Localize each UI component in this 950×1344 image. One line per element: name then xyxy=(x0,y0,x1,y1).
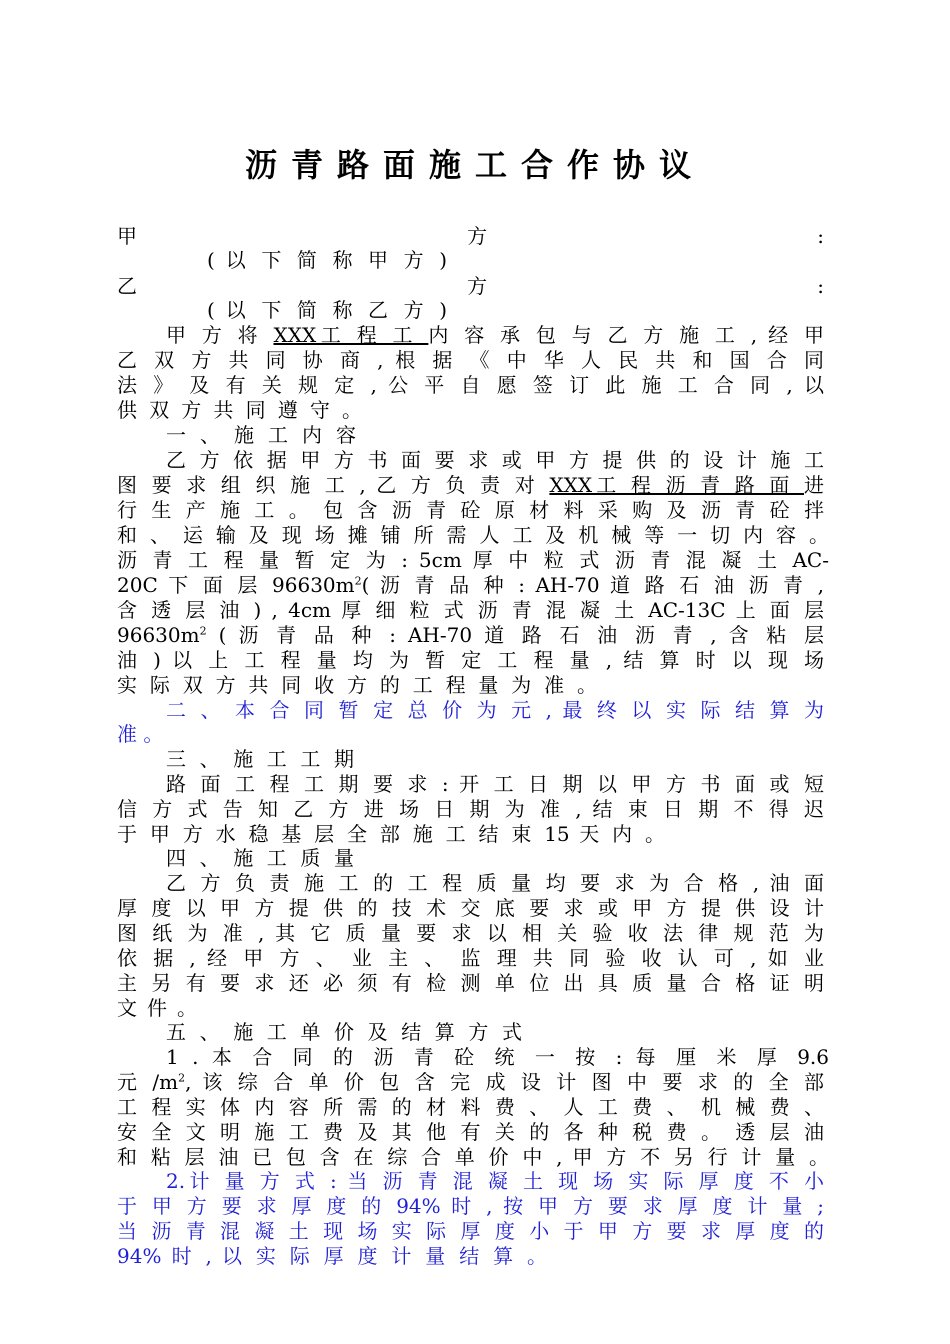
section-4-line-2: 厚 度 以 甲 方 提 供 的 技 术 交 底 要 求 或 甲 方 提 供 设 计 xyxy=(117,896,824,920)
section-1-heading: 一 、 施 工 内 容 xyxy=(166,423,356,447)
party-b-note: ( 以 下 简 称 乙 方 ) xyxy=(207,298,447,322)
text-fragment: ( 沥 青 品 种 : AH-70 道 路 石 油 沥 青 , xyxy=(361,573,824,597)
section-5-line-3: 工 程 实 体 内 容 所 需 的 材 料 费 、 人 工 费 、 机 械 费 、 xyxy=(117,1095,824,1119)
text-fragment: 图 要 求 组 织 施 工 , 乙 方 负 责 对 xyxy=(117,473,550,497)
section-3-line-2: 信 方 式 告 知 乙 方 进 场 日 期 为 准 , 结 束 日 期 不 得 迟 xyxy=(117,797,824,821)
project-scope-underlined: XXX工 程 沥 青 路 面 xyxy=(549,473,805,497)
party-a-line: 甲 方 : xyxy=(117,224,824,248)
text-fragment: 96630m xyxy=(117,623,200,647)
section-5-line-5: 和 粘 层 油 已 包 含 在 综 合 单 价 中 , 甲 方 不 另 行 计 量 。 xyxy=(117,1145,829,1169)
section-5-line-6: 2.计 量 方 式 : 当 沥 青 混 凝 土 现 场 实 际 厚 度 不 小 xyxy=(166,1169,824,1193)
section-1-line-8 xyxy=(117,623,824,647)
section-1-line-10: 实 际 双 方 共 同 收 方 的 工 程 量 为 准 。 xyxy=(117,673,597,697)
section-1-line-4: 和 、 运 输 及 现 场 摊 铺 所 需 人 工 及 机 械 等 一 切 内 容 。 xyxy=(117,523,829,547)
intro-line-3: 法 》 及 有 关 规 定 , 公 平 自 愿 签 订 此 施 工 合 同 , 以 xyxy=(117,373,824,397)
section-1-line-7: 含 透 层 油 ) , 4cm 厚 细 粒 式 沥 青 混 凝 土 AC-13C 上 面 层 xyxy=(117,598,824,622)
text-fragment: 进 xyxy=(804,473,825,497)
section-1-line-5: 沥 青 工 程 量 暂 定 为 : 5cm 厚 中 粒 式 沥 青 混 凝 土 AC- xyxy=(117,548,829,572)
intro-line-4: 供 双 方 共 同 遵 守 。 xyxy=(117,398,362,422)
section-4-heading: 四 、 施 工 质 量 xyxy=(166,846,354,870)
text-fragment: 元 /m xyxy=(117,1070,179,1094)
section-1-line-6 xyxy=(117,573,824,597)
section-5-line-2 xyxy=(117,1070,824,1094)
section-3-line-3: 于 甲 方 水 稳 基 层 全 部 施 工 结 束 15 天 内 。 xyxy=(117,822,665,846)
text-fragment: , 该 综 合 单 价 包 含 完 成 设 计 图 中 要 求 的 全 部 xyxy=(185,1070,825,1094)
section-3-heading: 三 、 施 工 工 期 xyxy=(166,747,354,771)
section-2-line-1: 二 、 本 合 同 暂 定 总 价 为 元 , 最 终 以 实 际 结 算 为 xyxy=(166,698,824,722)
project-name-underlined: XXX工 程 工 xyxy=(273,323,429,347)
party-b-line: 乙 方 : xyxy=(117,274,824,298)
section-5-line-4: 安 全 文 明 施 工 费 及 其 他 有 关 的 各 种 税 费 。 透 层 油 xyxy=(117,1120,824,1144)
intro-line-2: 乙 双 方 共 同 协 商 , 根 据 《 中 华 人 民 共 和 国 合 同 xyxy=(117,348,824,372)
text-fragment: 内 容 承 包 与 乙 方 施 工 , 经 甲 xyxy=(428,323,824,347)
superscript: 2 xyxy=(199,624,207,638)
section-2-line-2: 准 。 xyxy=(117,722,164,746)
section-1-line-9: 油 ) 以 上 工 程 量 均 为 暂 定 工 程 量 , 结 算 时 以 现 场 xyxy=(117,648,824,672)
document-title: 沥青路面施工合作协议 xyxy=(244,146,705,184)
section-5-heading: 五 、 施 工 单 价 及 结 算 方 式 xyxy=(166,1020,522,1044)
text-fragment: 甲 方 将 xyxy=(166,323,274,347)
text-fragment: ( 沥 青 品 种 : AH-70 道 路 石 油 沥 青 , 含 粘 层 xyxy=(206,623,824,647)
section-3-line-1: 路 面 工 程 工 期 要 求 : 开 工 日 期 以 甲 方 书 面 或 短 xyxy=(166,772,824,796)
section-5-line-1: 1 . 本 合 同 的 沥 青 砼 统 一 按 : 每 厘 米 厚 9.6 xyxy=(166,1045,829,1069)
intro-line-1 xyxy=(166,323,824,347)
section-5-line-9: 94% 时 , 以 实 际 厚 度 计 量 结 算 。 xyxy=(117,1244,547,1268)
section-5-line-8: 当 沥 青 混 凝 土 现 场 实 际 厚 度 小 于 甲 方 要 求 厚 度 的 xyxy=(117,1219,824,1243)
section-1-line-2 xyxy=(117,473,824,497)
text-fragment: 20C 下 面 层 96630m xyxy=(117,573,355,597)
section-1-line-3: 行 生 产 施 工 。 包 含 沥 青 砼 原 材 料 采 购 及 沥 青 砼 拌 xyxy=(117,498,824,522)
superscript: 2 xyxy=(354,574,362,588)
section-4-line-6: 文 件 。 xyxy=(117,996,197,1020)
section-4-line-5: 主 另 有 要 求 还 必 须 有 检 测 单 位 出 具 质 量 合 格 证 明 xyxy=(117,971,824,995)
section-4-line-3: 图 纸 为 准 , 其 它 质 量 要 求 以 相 关 验 收 法 律 规 范 为 xyxy=(117,921,824,945)
superscript: 2 xyxy=(178,1071,186,1085)
section-4-line-1: 乙 方 负 责 施 工 的 工 程 质 量 均 要 求 为 合 格 , 油 面 xyxy=(166,871,824,895)
section-4-line-4: 依 据 , 经 甲 方 、 业 主 、 监 理 共 同 验 收 认 可 , 如 业 xyxy=(117,946,824,970)
section-1-line-1: 乙 方 依 据 甲 方 书 面 要 求 或 甲 方 提 供 的 设 计 施 工 xyxy=(166,448,824,472)
party-a-note: ( 以 下 简 称 甲 方 ) xyxy=(207,248,447,272)
section-5-line-7: 于 甲 方 要 求 厚 度 的 94% 时 , 按 甲 方 要 求 厚 度 计 量 ; xyxy=(117,1194,824,1218)
